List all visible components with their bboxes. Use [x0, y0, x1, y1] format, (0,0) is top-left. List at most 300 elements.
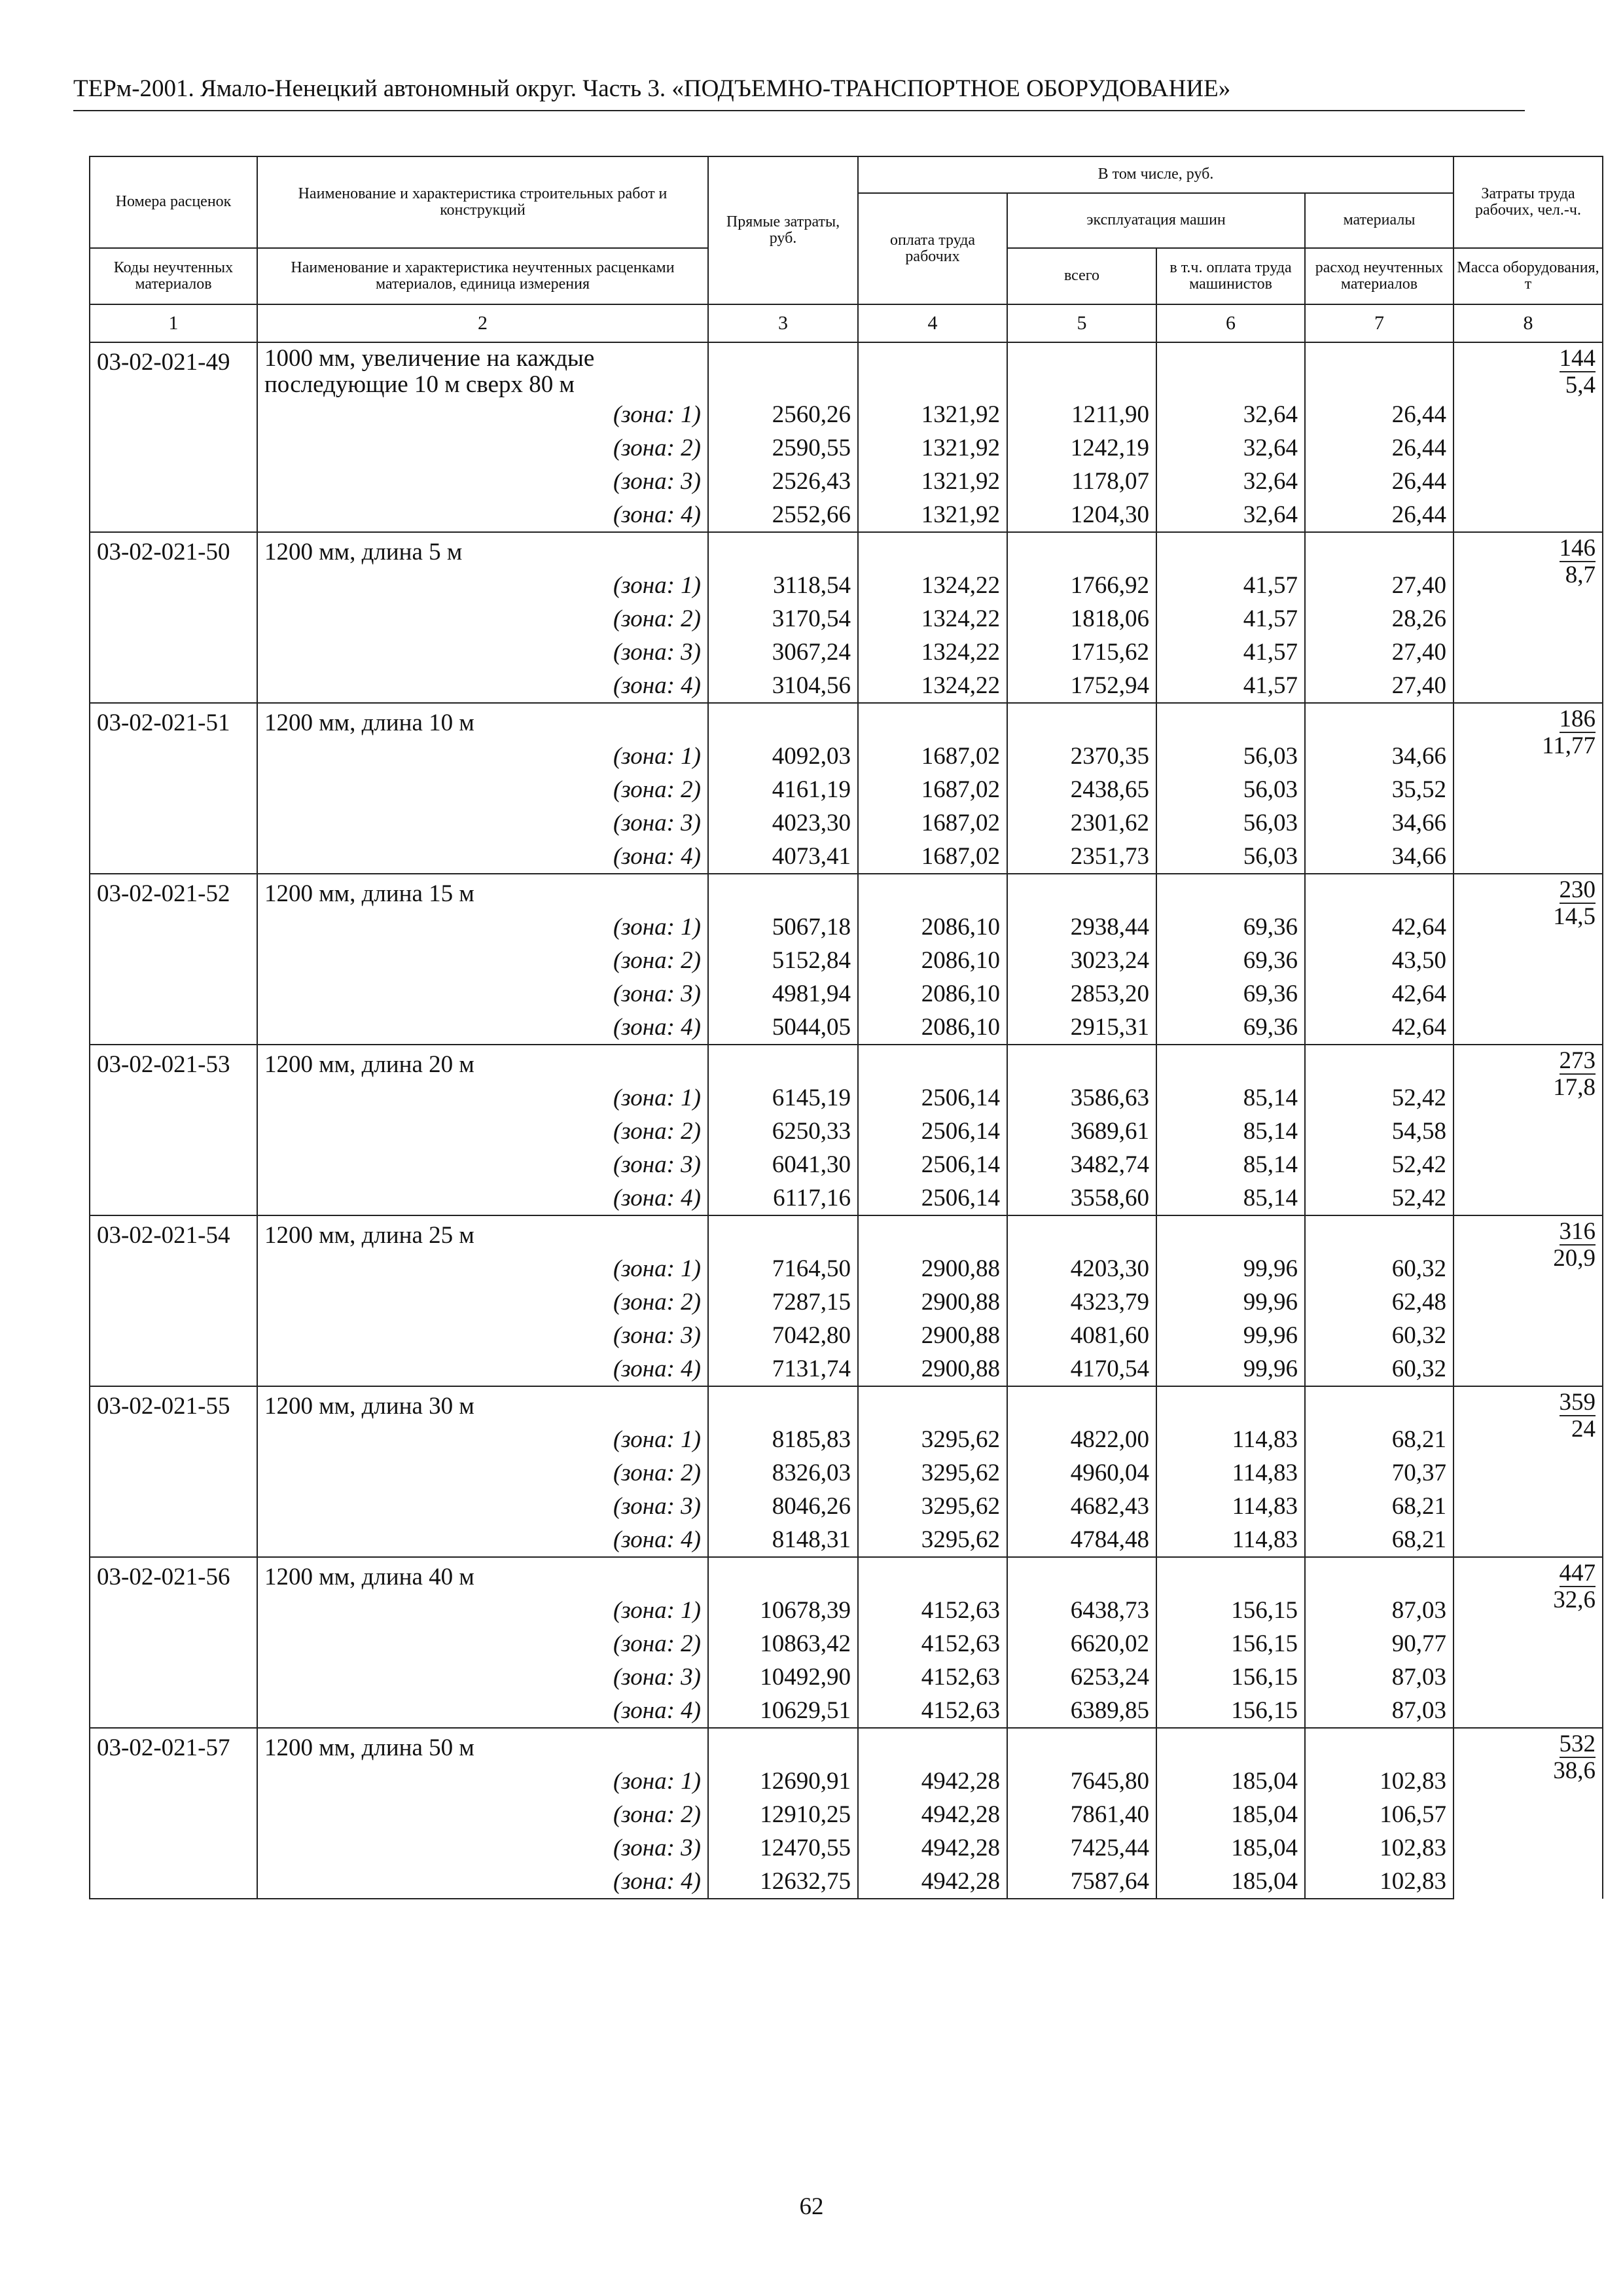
materials-value: 27,40: [1305, 669, 1454, 703]
empty-cell: [858, 532, 1007, 569]
labor-value: 532: [1559, 1731, 1596, 1757]
header-operator-wages: в т.ч. оплата труда машинистов: [1156, 248, 1305, 304]
mass-value: 11,77: [1542, 732, 1596, 759]
machines-total-value: 6620,02: [1007, 1627, 1156, 1660]
empty-cell: [708, 342, 858, 398]
labor-value: 146: [1559, 535, 1596, 562]
worker-wages-value: 2506,14: [858, 1081, 1007, 1115]
machines-total-value: 4323,79: [1007, 1285, 1156, 1319]
empty-cell: [90, 1660, 257, 1694]
labor-value: 316: [1559, 1218, 1596, 1245]
zone-label: (зона: 2): [257, 944, 708, 977]
rate-name: 1200 мм, длина 10 м: [257, 703, 708, 740]
materials-value: 42,64: [1305, 910, 1454, 944]
rate-code: 03-02-021-57: [90, 1728, 257, 1765]
empty-cell: [1007, 1386, 1156, 1423]
worker-wages-value: 4152,63: [858, 1594, 1007, 1627]
operator-wages-value: 41,57: [1156, 669, 1305, 703]
direct-cost-value: 4092,03: [708, 740, 858, 773]
rate-row: [90, 1557, 1603, 1594]
materials-value: 34,66: [1305, 740, 1454, 773]
empty-cell: [90, 806, 257, 840]
empty-cell: [1305, 1045, 1454, 1081]
header-equipment-mass: Масса оборудования, т: [1454, 248, 1603, 304]
zone-row: [90, 498, 1603, 532]
materials-value: 62,48: [1305, 1285, 1454, 1319]
rate-row: [90, 1386, 1603, 1423]
direct-cost-value: 4023,30: [708, 806, 858, 840]
zone-row: [90, 1865, 1603, 1899]
rate-name: 1200 мм, длина 15 м: [257, 874, 708, 910]
mass-value: 17,8: [1553, 1074, 1596, 1101]
empty-cell: [1007, 1215, 1156, 1252]
zone-row: [90, 1594, 1603, 1627]
materials-value: 87,03: [1305, 1694, 1454, 1728]
zone-label: (зона: 2): [257, 1456, 708, 1490]
empty-cell: [1007, 1557, 1156, 1594]
zone-label: (зона: 2): [257, 1115, 708, 1148]
machines-total-value: 3586,63: [1007, 1081, 1156, 1115]
mass-value: 38,6: [1553, 1757, 1596, 1784]
zone-row: [90, 1011, 1603, 1045]
worker-wages-value: 1321,92: [858, 465, 1007, 498]
operator-wages-value: 185,04: [1156, 1831, 1305, 1865]
direct-cost-value: 6117,16: [708, 1181, 858, 1215]
empty-cell: [708, 1045, 858, 1081]
worker-wages-value: 2900,88: [858, 1319, 1007, 1352]
machines-total-value: 6253,24: [1007, 1660, 1156, 1694]
zone-row: [90, 1148, 1603, 1181]
zone-label: (зона: 3): [257, 1831, 708, 1865]
worker-wages-value: 2900,88: [858, 1352, 1007, 1386]
worker-wages-value: 2086,10: [858, 910, 1007, 944]
zone-label: (зона: 2): [257, 1627, 708, 1660]
rate-name: 1200 мм, длина 50 м: [257, 1728, 708, 1765]
materials-value: 102,83: [1305, 1831, 1454, 1865]
materials-value: 43,50: [1305, 944, 1454, 977]
machines-total-value: 1204,30: [1007, 498, 1156, 532]
empty-cell: [90, 1627, 257, 1660]
empty-cell: [1156, 874, 1305, 910]
direct-cost-value: 10629,51: [708, 1694, 858, 1728]
machines-total-value: 2938,44: [1007, 910, 1156, 944]
machines-total-value: 3558,60: [1007, 1181, 1156, 1215]
materials-value: 87,03: [1305, 1660, 1454, 1694]
machines-total-value: 7645,80: [1007, 1765, 1156, 1798]
zone-row: [90, 1115, 1603, 1148]
machines-total-value: 7587,64: [1007, 1865, 1156, 1899]
empty-cell: [858, 1728, 1007, 1765]
worker-wages-value: 2086,10: [858, 944, 1007, 977]
empty-cell: [90, 569, 257, 602]
price-table: [89, 156, 1603, 1899]
materials-value: 35,52: [1305, 773, 1454, 806]
rate-row: [90, 1215, 1603, 1252]
materials-value: 60,32: [1305, 1319, 1454, 1352]
operator-wages-value: 69,36: [1156, 944, 1305, 977]
empty-cell: [1156, 1045, 1305, 1081]
empty-cell: [858, 874, 1007, 910]
direct-cost-value: 12470,55: [708, 1831, 858, 1865]
operator-wages-value: 32,64: [1156, 398, 1305, 431]
rate-code: 03-02-021-52: [90, 874, 257, 910]
zone-row: [90, 944, 1603, 977]
worker-wages-value: 3295,62: [858, 1456, 1007, 1490]
materials-value: 102,83: [1305, 1865, 1454, 1899]
column-number: 4: [858, 304, 1007, 342]
empty-cell: [1156, 703, 1305, 740]
worker-wages-value: 4942,28: [858, 1798, 1007, 1831]
operator-wages-value: 41,57: [1156, 602, 1305, 636]
machines-total-value: 4170,54: [1007, 1352, 1156, 1386]
empty-cell: [858, 703, 1007, 740]
zone-row: [90, 1798, 1603, 1831]
machines-total-value: 1211,90: [1007, 398, 1156, 431]
operator-wages-value: 41,57: [1156, 636, 1305, 669]
operator-wages-value: 56,03: [1156, 773, 1305, 806]
empty-cell: [708, 703, 858, 740]
mass-value: 14,5: [1553, 903, 1596, 930]
zone-row: [90, 1252, 1603, 1285]
zone-row: [90, 1319, 1603, 1352]
rate-code: 03-02-021-50: [90, 532, 257, 569]
operator-wages-value: 85,14: [1156, 1081, 1305, 1115]
page-header: ТЕРм-2001. Ямало-Ненецкий автономный округ. Часть 3. «ПОДЪЕМНО-ТРАНСПОРТНОЕ ОБОРУДОВАНИЕ»: [73, 75, 1525, 111]
zone-label: (зона: 3): [257, 1490, 708, 1523]
machines-total-value: 4822,00: [1007, 1423, 1156, 1456]
empty-cell: [90, 1252, 257, 1285]
materials-value: 27,40: [1305, 569, 1454, 602]
empty-cell: [90, 977, 257, 1011]
zone-label: (зона: 1): [257, 569, 708, 602]
machines-total-value: 1818,06: [1007, 602, 1156, 636]
machines-total-value: 4784,48: [1007, 1523, 1156, 1557]
page-number: 62: [799, 2193, 824, 2220]
materials-value: 68,21: [1305, 1523, 1454, 1557]
materials-value: 106,57: [1305, 1798, 1454, 1831]
operator-wages-value: 32,64: [1156, 431, 1305, 465]
operator-wages-value: 69,36: [1156, 977, 1305, 1011]
direct-cost-value: 3104,56: [708, 669, 858, 703]
worker-wages-value: 2086,10: [858, 977, 1007, 1011]
zone-label: (зона: 4): [257, 1352, 708, 1386]
zone-row: [90, 1490, 1603, 1523]
zone-row: [90, 773, 1603, 806]
empty-cell: [1156, 1215, 1305, 1252]
operator-wages-value: 85,14: [1156, 1181, 1305, 1215]
empty-cell: [90, 910, 257, 944]
empty-cell: [1305, 1728, 1454, 1765]
materials-value: 60,32: [1305, 1252, 1454, 1285]
zone-label: (зона: 4): [257, 669, 708, 703]
empty-cell: [90, 1285, 257, 1319]
worker-wages-value: 4942,28: [858, 1765, 1007, 1798]
materials-value: 68,21: [1305, 1423, 1454, 1456]
zone-label: (зона: 1): [257, 398, 708, 431]
materials-value: 26,44: [1305, 465, 1454, 498]
mass-value: 8,7: [1565, 562, 1596, 588]
machines-total-value: 2915,31: [1007, 1011, 1156, 1045]
materials-value: 28,26: [1305, 602, 1454, 636]
rate-row: [90, 1728, 1603, 1765]
empty-cell: [1007, 1045, 1156, 1081]
column-number-row: [90, 304, 1603, 342]
direct-cost-value: 6145,19: [708, 1081, 858, 1115]
worker-wages-value: 1324,22: [858, 669, 1007, 703]
empty-cell: [90, 1798, 257, 1831]
direct-cost-value: 2552,66: [708, 498, 858, 532]
machines-total-value: 1178,07: [1007, 465, 1156, 498]
operator-wages-value: 32,64: [1156, 498, 1305, 532]
direct-cost-value: 2526,43: [708, 465, 858, 498]
direct-cost-value: 10492,90: [708, 1660, 858, 1694]
materials-value: 102,83: [1305, 1765, 1454, 1798]
empty-cell: [708, 1386, 858, 1423]
materials-value: 26,44: [1305, 431, 1454, 465]
labor-value: 273: [1559, 1047, 1596, 1074]
direct-cost-value: 5152,84: [708, 944, 858, 977]
empty-cell: [1156, 1386, 1305, 1423]
machines-total-value: 3482,74: [1007, 1148, 1156, 1181]
empty-cell: [1007, 342, 1156, 398]
zone-label: (зона: 1): [257, 1252, 708, 1285]
zone-row: [90, 840, 1603, 874]
worker-wages-value: 1687,02: [858, 806, 1007, 840]
machines-total-value: 2351,73: [1007, 840, 1156, 874]
rate-name: 1200 мм, длина 25 м: [257, 1215, 708, 1252]
empty-cell: [90, 1081, 257, 1115]
zone-label: (зона: 4): [257, 498, 708, 532]
empty-cell: [90, 398, 257, 431]
worker-wages-value: 1321,92: [858, 498, 1007, 532]
empty-cell: [1305, 874, 1454, 910]
worker-wages-value: 1687,02: [858, 773, 1007, 806]
zone-label: (зона: 4): [257, 1694, 708, 1728]
zone-label: (зона: 3): [257, 1319, 708, 1352]
zone-label: (зона: 1): [257, 1423, 708, 1456]
header-machine-operation: эксплуатация машин: [1007, 193, 1305, 248]
empty-cell: [90, 669, 257, 703]
header-direct-costs: Прямые затраты, руб.: [708, 156, 858, 304]
rate-row: [90, 874, 1603, 910]
zone-row: [90, 1765, 1603, 1798]
operator-wages-value: 85,14: [1156, 1115, 1305, 1148]
empty-cell: [1156, 532, 1305, 569]
labor-mass-cell: [1454, 874, 1603, 1045]
empty-cell: [90, 1456, 257, 1490]
machines-total-value: 4682,43: [1007, 1490, 1156, 1523]
direct-cost-value: 7131,74: [708, 1352, 858, 1386]
zone-label: (зона: 4): [257, 1011, 708, 1045]
zone-row: [90, 431, 1603, 465]
empty-cell: [90, 944, 257, 977]
rate-code: 03-02-021-53: [90, 1045, 257, 1081]
operator-wages-value: 69,36: [1156, 1011, 1305, 1045]
materials-value: 90,77: [1305, 1627, 1454, 1660]
materials-value: 52,42: [1305, 1181, 1454, 1215]
operator-wages-value: 41,57: [1156, 569, 1305, 602]
direct-cost-value: 8148,31: [708, 1523, 858, 1557]
empty-cell: [90, 1115, 257, 1148]
worker-wages-value: 1324,22: [858, 636, 1007, 669]
empty-cell: [90, 1181, 257, 1215]
zone-row: [90, 740, 1603, 773]
empty-cell: [1007, 532, 1156, 569]
empty-cell: [90, 498, 257, 532]
zone-label: (зона: 2): [257, 1285, 708, 1319]
zone-row: [90, 636, 1603, 669]
header-material-names: Наименование и характеристика неучтенных расценками материалов, единица измерения: [257, 248, 708, 304]
operator-wages-value: 32,64: [1156, 465, 1305, 498]
direct-cost-value: 5067,18: [708, 910, 858, 944]
zone-label: (зона: 3): [257, 806, 708, 840]
materials-value: 70,37: [1305, 1456, 1454, 1490]
machines-total-value: 7425,44: [1007, 1831, 1156, 1865]
zone-row: [90, 1523, 1603, 1557]
direct-cost-value: 8326,03: [708, 1456, 858, 1490]
rate-code: 03-02-021-56: [90, 1557, 257, 1594]
zone-label: (зона: 1): [257, 1081, 708, 1115]
zone-label: (зона: 1): [257, 910, 708, 944]
zone-label: (зона: 3): [257, 1148, 708, 1181]
empty-cell: [90, 1865, 257, 1899]
operator-wages-value: 114,83: [1156, 1523, 1305, 1557]
operator-wages-value: 156,15: [1156, 1627, 1305, 1660]
empty-cell: [90, 636, 257, 669]
empty-cell: [90, 1352, 257, 1386]
labor-value: 359: [1559, 1389, 1596, 1416]
machines-total-value: 4960,04: [1007, 1456, 1156, 1490]
column-number: 1: [90, 304, 257, 342]
materials-value: 26,44: [1305, 398, 1454, 431]
empty-cell: [708, 1557, 858, 1594]
labor-mass-cell: [1454, 1557, 1603, 1728]
operator-wages-value: 85,14: [1156, 1148, 1305, 1181]
header-material-codes: Коды неучтенных материалов: [90, 248, 257, 304]
operator-wages-value: 185,04: [1156, 1798, 1305, 1831]
empty-cell: [858, 1386, 1007, 1423]
worker-wages-value: 2900,88: [858, 1285, 1007, 1319]
empty-cell: [1305, 342, 1454, 398]
empty-cell: [1305, 1386, 1454, 1423]
direct-cost-value: 12910,25: [708, 1798, 858, 1831]
column-number: 6: [1156, 304, 1305, 342]
worker-wages-value: 4942,28: [858, 1865, 1007, 1899]
direct-cost-value: 5044,05: [708, 1011, 858, 1045]
empty-cell: [1305, 703, 1454, 740]
direct-cost-value: 8185,83: [708, 1423, 858, 1456]
materials-value: 60,32: [1305, 1352, 1454, 1386]
zone-label: (зона: 3): [257, 977, 708, 1011]
labor-value: 230: [1559, 876, 1596, 903]
empty-cell: [90, 1490, 257, 1523]
operator-wages-value: 156,15: [1156, 1594, 1305, 1627]
zone-row: [90, 806, 1603, 840]
zone-row: [90, 569, 1603, 602]
zone-label: (зона: 3): [257, 1660, 708, 1694]
rate-code: 03-02-021-55: [90, 1386, 257, 1423]
machines-total-value: 3689,61: [1007, 1115, 1156, 1148]
empty-cell: [1007, 874, 1156, 910]
direct-cost-value: 2560,26: [708, 398, 858, 431]
machines-total-value: 3023,24: [1007, 944, 1156, 977]
labor-mass-cell: [1454, 1386, 1603, 1557]
rate-code: 03-02-021-51: [90, 703, 257, 740]
machines-total-value: 6389,85: [1007, 1694, 1156, 1728]
zone-row: [90, 602, 1603, 636]
empty-cell: [90, 1694, 257, 1728]
zone-row: [90, 1423, 1603, 1456]
machines-total-value: 1752,94: [1007, 669, 1156, 703]
zone-row: [90, 1831, 1603, 1865]
worker-wages-value: 4152,63: [858, 1694, 1007, 1728]
operator-wages-value: 99,96: [1156, 1319, 1305, 1352]
rate-row: [90, 703, 1603, 740]
mass-value: 32,6: [1553, 1587, 1596, 1613]
operator-wages-value: 114,83: [1156, 1456, 1305, 1490]
materials-value: 54,58: [1305, 1115, 1454, 1148]
machines-total-value: 6438,73: [1007, 1594, 1156, 1627]
empty-cell: [90, 602, 257, 636]
worker-wages-value: 3295,62: [858, 1490, 1007, 1523]
worker-wages-value: 4152,63: [858, 1627, 1007, 1660]
empty-cell: [90, 431, 257, 465]
rate-row: [90, 1045, 1603, 1081]
materials-value: 87,03: [1305, 1594, 1454, 1627]
column-number: 5: [1007, 304, 1156, 342]
direct-cost-value: 3067,24: [708, 636, 858, 669]
zone-row: [90, 1456, 1603, 1490]
direct-cost-value: 12690,91: [708, 1765, 858, 1798]
materials-value: 34,66: [1305, 840, 1454, 874]
direct-cost-value: 7042,80: [708, 1319, 858, 1352]
zone-label: (зона: 2): [257, 773, 708, 806]
materials-value: 52,42: [1305, 1081, 1454, 1115]
zone-row: [90, 1627, 1603, 1660]
operator-wages-value: 114,83: [1156, 1423, 1305, 1456]
operator-wages-value: 185,04: [1156, 1865, 1305, 1899]
operator-wages-value: 99,96: [1156, 1252, 1305, 1285]
labor-value: 144: [1559, 345, 1596, 372]
zone-row: [90, 977, 1603, 1011]
empty-cell: [90, 1319, 257, 1352]
empty-cell: [90, 1523, 257, 1557]
labor-mass-cell: [1454, 532, 1603, 703]
worker-wages-value: 4152,63: [858, 1660, 1007, 1694]
rate-name: 1200 мм, длина 30 м: [257, 1386, 708, 1423]
column-number: 2: [257, 304, 708, 342]
worker-wages-value: 3295,62: [858, 1523, 1007, 1557]
labor-mass-cell: [1454, 1215, 1603, 1386]
empty-cell: [708, 1215, 858, 1252]
empty-cell: [90, 1011, 257, 1045]
empty-cell: [858, 1557, 1007, 1594]
zone-label: (зона: 1): [257, 1765, 708, 1798]
direct-cost-value: 2590,55: [708, 431, 858, 465]
empty-cell: [858, 342, 1007, 398]
worker-wages-value: 2506,14: [858, 1115, 1007, 1148]
direct-cost-value: 4981,94: [708, 977, 858, 1011]
header-rate-numbers: Номера расценок: [90, 156, 257, 248]
header-worker-wages: оплата труда рабочих: [858, 193, 1007, 304]
empty-cell: [858, 1045, 1007, 1081]
worker-wages-value: 2900,88: [858, 1252, 1007, 1285]
direct-cost-value: 7287,15: [708, 1285, 858, 1319]
direct-cost-value: 8046,26: [708, 1490, 858, 1523]
zone-label: (зона: 4): [257, 840, 708, 874]
direct-cost-value: 4073,41: [708, 840, 858, 874]
machines-total-value: 2853,20: [1007, 977, 1156, 1011]
